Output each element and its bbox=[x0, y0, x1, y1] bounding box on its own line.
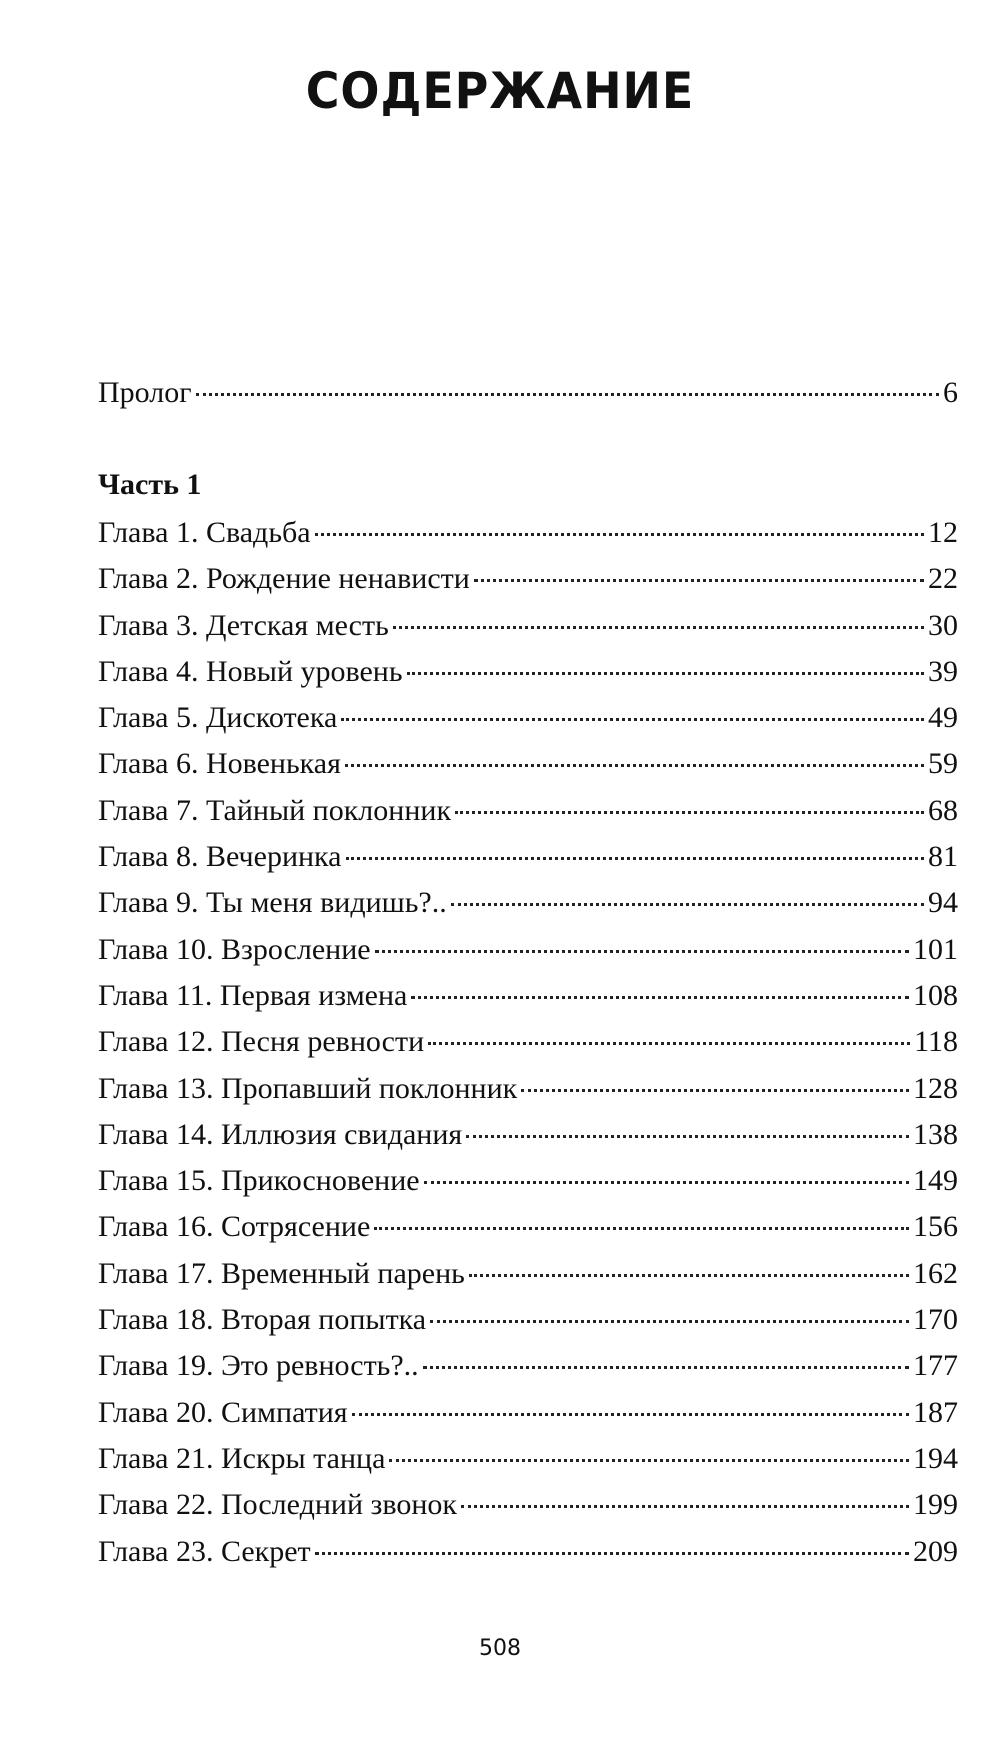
toc-entry bbox=[98, 741, 958, 787]
dot-leader bbox=[428, 1042, 910, 1045]
toc-entry-label: Глава 5. Дискотека bbox=[98, 701, 338, 735]
toc-entry-page: 209 bbox=[913, 1534, 958, 1568]
toc-entry bbox=[98, 1436, 958, 1482]
toc-entry-page: 199 bbox=[913, 1488, 958, 1522]
dot-leader bbox=[315, 533, 924, 536]
dot-leader bbox=[341, 718, 924, 721]
dot-leader bbox=[455, 811, 924, 814]
dot-leader bbox=[521, 1089, 909, 1092]
dot-leader bbox=[474, 579, 924, 582]
toc-entry bbox=[98, 1343, 958, 1389]
toc-entry-label: Глава 18. Вторая попытка bbox=[98, 1303, 427, 1337]
toc-entry-label: Глава 21. Искры танца bbox=[98, 1441, 386, 1475]
toc-entry bbox=[98, 1112, 958, 1158]
dot-leader bbox=[393, 626, 924, 629]
toc-entry bbox=[98, 1529, 958, 1575]
toc-entry-page: 59 bbox=[928, 747, 958, 781]
part-heading: Часть 1 bbox=[98, 468, 202, 501]
toc-entry bbox=[98, 927, 958, 973]
dot-leader bbox=[423, 1366, 909, 1369]
toc-entry bbox=[98, 649, 958, 695]
toc-entry-page: 194 bbox=[913, 1441, 958, 1475]
toc-entry bbox=[98, 603, 958, 649]
toc-entry-page: 149 bbox=[913, 1164, 958, 1198]
toc-entry bbox=[98, 1482, 958, 1528]
chapter-list bbox=[98, 510, 958, 1575]
toc-entry-page: 12 bbox=[928, 516, 958, 549]
toc-entry-page: 101 bbox=[913, 932, 958, 966]
dot-leader bbox=[424, 1181, 909, 1184]
toc-prologue bbox=[98, 370, 958, 416]
dot-leader bbox=[469, 1274, 909, 1277]
toc-entry-page: 108 bbox=[913, 978, 958, 1012]
toc-entry bbox=[98, 880, 958, 926]
toc-entry-label: Глава 15. Прикосновение bbox=[98, 1164, 420, 1198]
toc-entry-label: Глава 9. Ты меня видишь?.. bbox=[98, 886, 447, 920]
toc-entry-label: Глава 4. Новый уровень bbox=[98, 654, 403, 688]
toc-entry-page: 187 bbox=[913, 1395, 958, 1429]
toc-entry-page: 177 bbox=[913, 1349, 958, 1383]
toc-entry-label: Глава 3. Детская месть bbox=[98, 608, 389, 642]
toc-entry-label: Глава 10. Взросление bbox=[98, 932, 371, 966]
toc-entry-page: 118 bbox=[914, 1025, 958, 1059]
toc-entry-label: Пролог bbox=[98, 376, 192, 409]
toc-entry bbox=[98, 834, 958, 880]
dot-leader bbox=[196, 393, 939, 396]
toc-entry-label: Глава 23. Секрет bbox=[98, 1534, 311, 1568]
dot-leader bbox=[461, 1505, 909, 1508]
dot-leader bbox=[375, 950, 909, 953]
toc-entry-label: Глава 16. Сотрясение bbox=[98, 1210, 371, 1244]
dot-leader bbox=[389, 1459, 909, 1462]
toc-entry-page: 81 bbox=[928, 840, 958, 874]
dot-leader bbox=[407, 672, 924, 675]
toc-entry-label: Глава 6. Новенькая bbox=[98, 747, 341, 781]
page-title: СОДЕРЖАНИЕ bbox=[305, 62, 695, 120]
toc-entry bbox=[98, 510, 958, 556]
toc-entry-page: 68 bbox=[928, 793, 958, 827]
toc-entry-label: Глава 7. Тайный поклонник bbox=[98, 793, 452, 827]
toc-entry-label: Глава 22. Последний звонок bbox=[98, 1488, 457, 1522]
toc-entry-label: Глава 20. Симпатия bbox=[98, 1395, 348, 1429]
toc-entry-label: Глава 11. Первая измена bbox=[98, 978, 408, 1012]
toc-entry-label: Глава 8. Вечеринка bbox=[98, 840, 342, 874]
toc-entry bbox=[98, 1390, 958, 1436]
toc-entry-page: 49 bbox=[928, 701, 958, 735]
toc-entry bbox=[98, 695, 958, 741]
toc-entry bbox=[98, 1251, 958, 1297]
dot-leader bbox=[430, 1320, 909, 1323]
dot-leader bbox=[345, 764, 924, 767]
toc-entry bbox=[98, 370, 958, 416]
toc-entry bbox=[98, 1066, 958, 1112]
toc-entry-label: Глава 19. Это ревность?.. bbox=[98, 1349, 419, 1383]
toc-entry-page: 30 bbox=[928, 608, 958, 642]
dot-leader bbox=[411, 996, 909, 999]
toc-entry-page: 138 bbox=[913, 1117, 958, 1151]
toc-entry-label: Глава 2. Рождение ненависти bbox=[98, 562, 470, 596]
dot-leader bbox=[451, 903, 924, 906]
toc-entry bbox=[98, 1158, 958, 1204]
dot-leader bbox=[374, 1227, 909, 1230]
toc-entry-label: Глава 13. Пропавший поклонник bbox=[98, 1071, 518, 1105]
toc-entry-page: 94 bbox=[928, 886, 958, 920]
toc-entry-page: 128 bbox=[913, 1071, 958, 1105]
dot-leader bbox=[315, 1552, 909, 1555]
toc-entry bbox=[98, 973, 958, 1019]
dot-leader bbox=[346, 857, 925, 860]
toc-entry-label: Глава 1. Свадьба bbox=[98, 516, 311, 549]
toc-entry-page: 170 bbox=[913, 1303, 958, 1337]
toc-entry-page: 22 bbox=[928, 562, 958, 596]
toc-entry-label: Глава 14. Иллюзия свидания bbox=[98, 1117, 463, 1151]
toc-entry bbox=[98, 1019, 958, 1065]
dot-leader bbox=[352, 1413, 909, 1416]
toc-entry-label: Глава 12. Песня ревности bbox=[98, 1025, 425, 1059]
toc-entry bbox=[98, 788, 958, 834]
toc-entry-page: 6 bbox=[943, 376, 958, 409]
toc-entry bbox=[98, 1204, 958, 1250]
toc-entry bbox=[98, 556, 958, 602]
page-number: 508 bbox=[479, 1636, 521, 1661]
toc-entry-page: 39 bbox=[928, 654, 958, 688]
toc-entry-page: 162 bbox=[913, 1256, 958, 1290]
toc-entry-page: 156 bbox=[913, 1210, 958, 1244]
toc-entry-label: Глава 17. Временный парень bbox=[98, 1256, 465, 1290]
dot-leader bbox=[466, 1135, 909, 1138]
toc-entry bbox=[98, 1297, 958, 1343]
